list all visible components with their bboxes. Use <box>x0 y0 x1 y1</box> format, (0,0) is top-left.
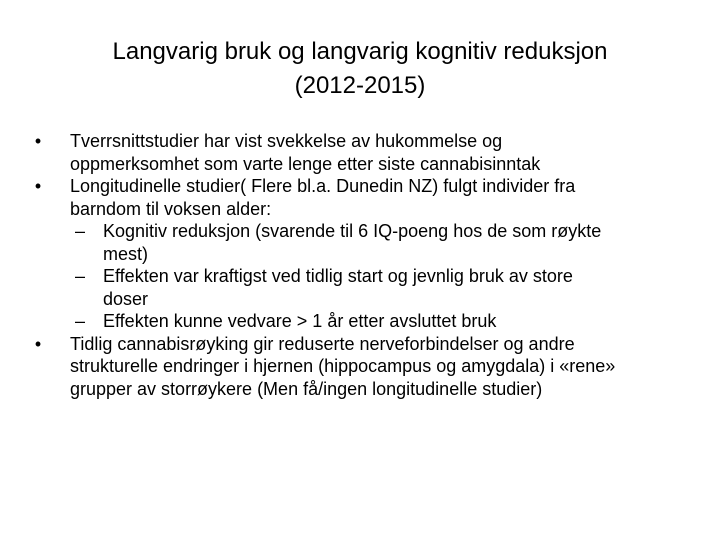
bullet-text-line: barndom til voksen alder: <box>70 198 272 219</box>
bullet-text-line: Longitudinelle studier( Flere bl.a. Dunedin NZ) fulgt individer fra <box>70 176 576 196</box>
slide-title-line: (2012-2015) <box>294 72 426 99</box>
sub-bullet-text-line: doser <box>103 288 149 309</box>
bullet-item <box>28 130 700 175</box>
bullet-text-line: Tidlig cannabisrøyking gir reduserte nerveforbindelser og andre <box>70 333 575 354</box>
sub-bullet-marker: – <box>74 311 85 331</box>
bullet-text-line: grupper av storrøykere (Men få/ingen longitudinelle studier) <box>70 378 543 399</box>
bullet-item <box>28 333 700 401</box>
sub-bullet-item <box>28 220 700 265</box>
sub-bullet-text-line: Effekten kunne vedvare > 1 år etter avsluttet bruk <box>103 311 497 331</box>
slide-title-line: Langvarig bruk og langvarig kognitiv reduksjon <box>112 38 608 65</box>
bullet-text-line: strukturelle endringer i hjernen (hippocampus og amygdala) i «rene» <box>70 356 616 376</box>
bullet-text-line: oppmerksomhet som varte lenge etter siste cannabisinntak <box>70 153 541 174</box>
bullet-marker: • <box>34 176 42 196</box>
bullet-text-line: Tverrsnittstudier har vist svekkelse av hukommelse og <box>70 131 503 151</box>
sub-bullet-text-line: mest) <box>103 243 148 264</box>
sub-bullet-text-line: Effekten var kraftigst ved tidlig start og jevnlig bruk av store <box>103 266 573 286</box>
bullet-item <box>28 175 700 220</box>
sub-bullet-item <box>28 310 700 333</box>
bullet-marker: • <box>34 333 42 354</box>
sub-bullet-marker: – <box>74 266 85 286</box>
sub-bullet-item <box>28 265 700 310</box>
slide-body <box>28 130 700 400</box>
sub-bullet-text-line: Kognitiv reduksjon (svarende til 6 IQ-poeng hos de som røykte <box>103 221 602 241</box>
sub-bullet-marker: – <box>74 221 85 241</box>
bullet-marker: • <box>34 131 42 151</box>
slide-title <box>40 35 680 103</box>
